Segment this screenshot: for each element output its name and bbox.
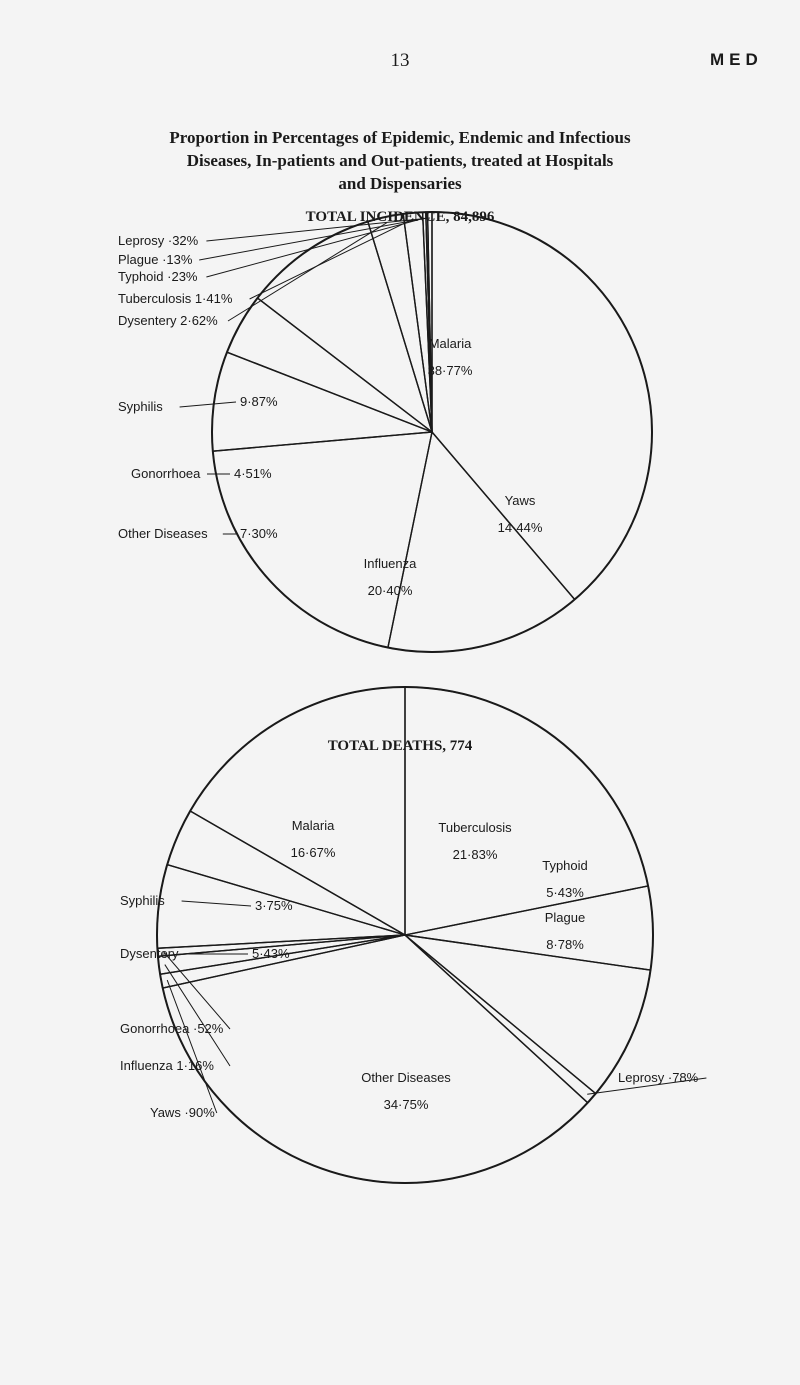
callout-label-dysentery: Dysentery	[120, 946, 179, 961]
pie-slice-typhoid	[405, 886, 653, 970]
callout-value-other-diseases: 7·30%	[240, 526, 278, 541]
callout-value-gonorrhoea: 4·51%	[234, 466, 272, 481]
callout-label-gonorrhoea: Gonorrhoea	[131, 466, 201, 481]
callout-leader-plague	[199, 218, 427, 260]
callout-dysentery: Dysentery 2·62%	[118, 313, 218, 328]
callout-plague: Plague ·13%	[118, 252, 193, 267]
slice-value-plague: 8·78%	[546, 937, 584, 952]
callout-leader-syphilis	[182, 901, 251, 906]
callout-leader-dysentery	[228, 223, 387, 321]
callout-influenza: Influenza 1·16%	[120, 1058, 214, 1073]
title-line-1: Proportion in Percentages of Epidemic, Endemic and Infectious	[169, 128, 631, 147]
callout-label-other-diseases: Other Diseases	[118, 526, 208, 541]
slice-label-malaria: Malaria	[428, 336, 472, 351]
slice-value-malaria: 16·67%	[290, 845, 336, 860]
slice-value-influenza: 20·40%	[367, 583, 413, 598]
slice-label-plague: Plague	[544, 910, 586, 925]
slice-value-yaws: 14·44%	[497, 520, 543, 535]
slice-label-yaws: Yaws	[504, 493, 536, 508]
callout-value-dysentery: 5·43%	[252, 946, 290, 961]
callout-leader-yaws	[167, 980, 217, 1113]
pie-slice-syphilis	[257, 222, 432, 432]
title-line-2: Diseases, In-patients and Out-patients, treated at Hospitals	[186, 151, 614, 170]
callout-leader-typhoid	[206, 218, 424, 277]
page-number: 13	[390, 50, 410, 71]
slice-label-typhoid: Typhoid	[542, 858, 588, 873]
pie-slice-other-diseases	[163, 935, 588, 1183]
callout-label-syphilis: Syphilis	[120, 893, 165, 908]
callout-label-syphilis: Syphilis	[118, 399, 163, 414]
slice-label-malaria: Malaria	[291, 818, 335, 833]
callout-leprosy: Leprosy ·32%	[118, 233, 199, 248]
callout-leader-syphilis	[180, 402, 236, 407]
pie-slice-tuberculosis	[405, 687, 648, 935]
slice-label-influenza: Influenza	[363, 556, 417, 571]
callout-value-syphilis: 9·87%	[240, 394, 278, 409]
pie-slice-syphilis	[167, 811, 405, 935]
pie-slice-yaws	[160, 935, 405, 988]
section-code: MED	[710, 50, 763, 69]
deaths-chart-title: TOTAL DEATHS, 774	[327, 738, 473, 754]
callout-tuberculosis: Tuberculosis 1·41%	[118, 291, 233, 306]
incidence-pie	[118, 212, 652, 652]
callout-yaws: Yaws ·90%	[150, 1105, 215, 1120]
callout-leader-leprosy	[206, 218, 429, 241]
pie-slice-malaria	[432, 212, 652, 599]
incidence-chart-title: TOTAL INCIDENCE, 84,896	[305, 209, 495, 225]
pie-slice-dysentery	[368, 214, 432, 432]
callout-value-syphilis: 3·75%	[255, 898, 293, 913]
slice-value-malaria: 38·77%	[427, 363, 473, 378]
pie-slice-malaria	[190, 687, 405, 935]
slice-value-other-diseases: 34·75%	[383, 1097, 429, 1112]
title-line-3: and Dispensaries	[338, 174, 462, 193]
pie-slice-gonorrhoea	[227, 298, 432, 432]
deaths-pie	[120, 687, 706, 1183]
callout-leprosy: Leprosy ·78%	[618, 1070, 699, 1085]
callout-leader-gonorrhoea	[164, 952, 230, 1029]
slice-label-tuberculosis: Tuberculosis	[438, 820, 512, 835]
callout-typhoid: Typhoid ·23%	[118, 269, 198, 284]
slice-label-other-diseases: Other Diseases	[361, 1070, 451, 1085]
callout-gonorrhoea: Gonorrhoea ·52%	[120, 1021, 224, 1036]
slice-value-tuberculosis: 21·83%	[452, 847, 498, 862]
slice-value-typhoid: 5·43%	[546, 885, 584, 900]
